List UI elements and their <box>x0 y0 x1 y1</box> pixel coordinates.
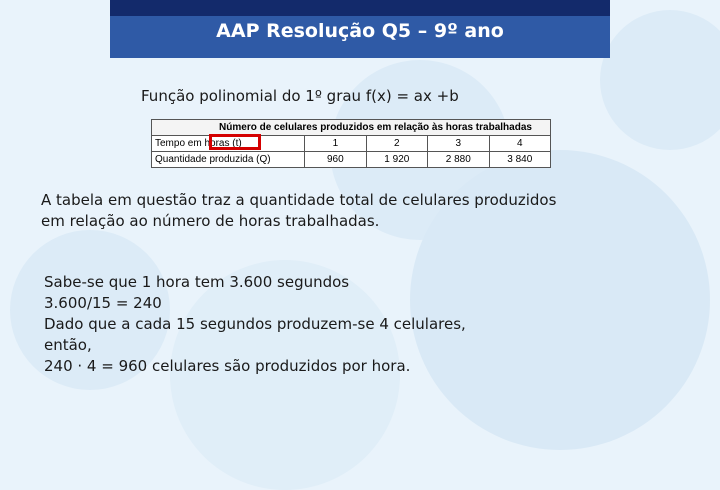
subtitle: Função polinomial do 1º grau f(x) = ax +b <box>141 87 459 105</box>
solution-line: Dado que a cada 15 segundos produzem-se 4 celulares, <box>44 315 466 333</box>
table-caption: Número de celulares produzidos em relação às horas trabalhadas <box>152 120 551 136</box>
table-row <box>152 136 551 152</box>
title-bar <box>110 0 610 58</box>
solution-line: Sabe-se que 1 hora tem 3.600 segundos <box>44 273 350 291</box>
title-bar-strip <box>110 0 610 16</box>
row-label-time <box>152 136 305 152</box>
table-cell: 960 <box>305 152 366 168</box>
explanation-paragraph: A tabela em questão traz a quantidade total de celulares produzidos em relação ao número de horas trabalhadas. <box>41 191 557 230</box>
table-cell: 1 <box>305 136 366 152</box>
page-title: AAP Resolução Q5 – 9º ano <box>216 20 504 42</box>
decorative-circle <box>600 10 720 150</box>
solution-line: 3.600/15 = 240 <box>44 294 162 312</box>
table-cell: 2 <box>366 136 427 152</box>
table-cell: 4 <box>489 136 550 152</box>
table-cell: 3 <box>428 136 489 152</box>
highlight-box <box>209 134 261 150</box>
table-row <box>152 152 551 168</box>
production-table <box>151 119 551 168</box>
solution-line: 240 · 4 = 960 celulares são produzidos por hora. <box>44 357 411 375</box>
table-cell: 3 840 <box>489 152 550 168</box>
row-label-quantity: Quantidade produzida (Q) <box>152 152 305 168</box>
table-cell: 1 920 <box>366 152 427 168</box>
row-label-highlight: horas (t) <box>204 138 242 149</box>
solution-line: então, <box>44 336 92 354</box>
solution-steps <box>44 272 604 377</box>
table-cell: 2 880 <box>428 152 489 168</box>
row-label-prefix: Tempo em <box>155 138 205 149</box>
